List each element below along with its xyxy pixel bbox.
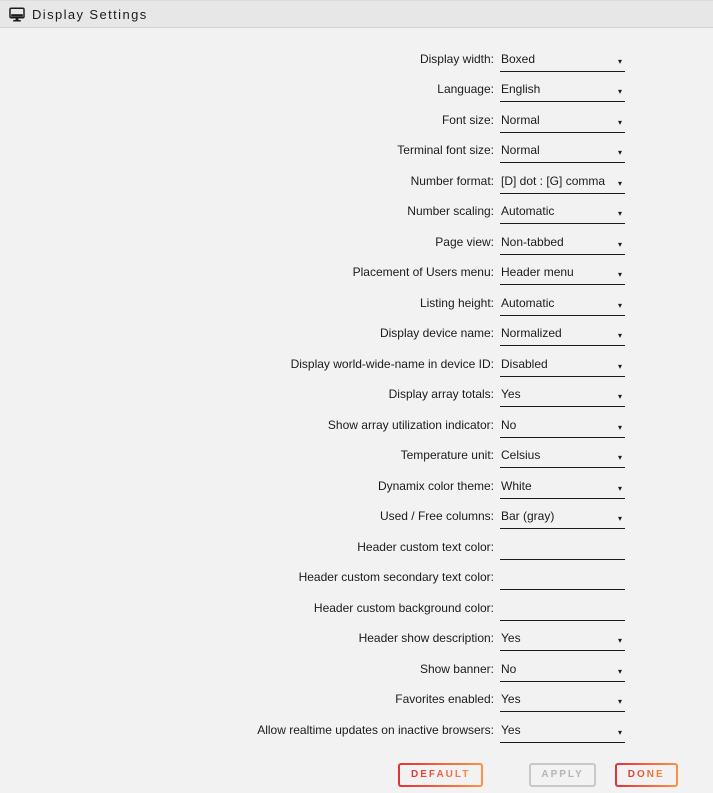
- settings-row: [0, 72, 713, 103]
- dropdown-value: Normalized: [501, 326, 562, 340]
- settings-row: [0, 316, 713, 347]
- label-allow-realtime-updates-on-inactive-browsers: Allow realtime updates on inactive browsers:: [257, 722, 494, 737]
- settings-row: [0, 133, 713, 164]
- label-show-banner: Show banner:: [419, 661, 494, 676]
- label-display-device-name: Display device name:: [379, 326, 494, 340]
- settings-row: [0, 255, 713, 286]
- select-show-banner[interactable]: [500, 662, 625, 682]
- label-placement-of-users-menu: Placement of Users menu:: [352, 265, 494, 279]
- settings-row: [0, 682, 713, 713]
- settings-row: [0, 712, 713, 743]
- select-dynamix-color-theme[interactable]: [500, 479, 625, 499]
- caret-down-icon: ▾: [617, 87, 622, 96]
- select-display-world-wide-name-in-device-id[interactable]: [500, 357, 625, 377]
- settings-row: [0, 590, 713, 621]
- label-favorites-enabled: Favorites enabled:: [395, 692, 494, 706]
- settings-row: [0, 224, 713, 255]
- caret-down-icon: ▾: [617, 422, 622, 432]
- label-header-custom-background-color: Header custom background color:: [313, 600, 494, 615]
- select-display-array-totals[interactable]: [500, 387, 625, 407]
- dropdown-value: Header menu: [501, 265, 574, 279]
- settings-row: [0, 194, 713, 225]
- settings-row: [0, 285, 713, 316]
- dropdown-value: Disabled: [501, 356, 548, 371]
- dropdown-value: Yes: [501, 692, 521, 706]
- select-used-free-columns[interactable]: [500, 509, 625, 529]
- dropdown-value: Automatic: [501, 295, 555, 310]
- settings-row: [0, 163, 713, 194]
- select-favorites-enabled[interactable]: [500, 692, 625, 712]
- select-terminal-font-size[interactable]: [500, 143, 625, 163]
- label-language: Language:: [437, 82, 494, 96]
- settings-row: [0, 499, 713, 530]
- select-language[interactable]: [500, 82, 625, 102]
- dropdown-value: Yes: [501, 631, 521, 645]
- dropdown-value: Automatic: [501, 204, 555, 218]
- caret-down-icon: ▾: [617, 666, 622, 676]
- settings-form: [0, 41, 713, 743]
- dropdown-value: Bar (gray): [501, 509, 555, 523]
- caret-down-icon: ▾: [617, 239, 622, 249]
- caret-down-icon: ▾: [617, 483, 622, 493]
- select-number-format[interactable]: [500, 174, 625, 194]
- caret-down-icon: ▾: [617, 636, 622, 645]
- label-dynamix-color-theme: Dynamix color theme:: [377, 478, 494, 493]
- caret-down-icon: ▾: [617, 56, 622, 66]
- caret-down-icon: ▾: [617, 514, 622, 523]
- apply-button[interactable]: [529, 763, 595, 787]
- dropdown-value: No: [501, 661, 517, 676]
- label-number-format: Number format:: [410, 173, 494, 188]
- action-bar: [0, 763, 713, 787]
- settings-row: [0, 651, 713, 682]
- caret-down-icon: ▾: [617, 697, 622, 706]
- caret-down-icon: ▾: [617, 117, 622, 127]
- default-button[interactable]: [398, 763, 483, 787]
- page-title: Display Settings: [32, 6, 148, 22]
- caret-down-icon: ▾: [617, 331, 622, 340]
- settings-row: [0, 438, 713, 469]
- dropdown-value: Normal: [501, 112, 540, 127]
- settings-row: [0, 560, 713, 591]
- label-header-show-description: Header show description:: [358, 631, 494, 645]
- select-display-width[interactable]: [500, 52, 625, 72]
- settings-row: [0, 377, 713, 408]
- caret-down-icon: ▾: [617, 300, 622, 310]
- select-allow-realtime-updates-on-inactive-browsers[interactable]: [500, 723, 625, 743]
- done-button[interactable]: [615, 763, 678, 787]
- titlebar: [0, 0, 713, 28]
- display-monitor-icon: [9, 7, 25, 22]
- dropdown-value: Celsius: [501, 448, 541, 462]
- select-header-show-description[interactable]: [500, 631, 625, 651]
- input-header-custom-text-color[interactable]: [500, 541, 625, 560]
- input-header-custom-background-color[interactable]: [500, 602, 625, 621]
- label-display-width: Display width:: [419, 51, 494, 66]
- caret-down-icon: ▾: [617, 148, 622, 157]
- settings-row: [0, 346, 713, 377]
- caret-down-icon: ▾: [617, 270, 622, 279]
- select-display-device-name[interactable]: [500, 326, 625, 346]
- label-used-free-columns: Used / Free columns:: [379, 509, 494, 523]
- label-number-scaling: Number scaling:: [407, 204, 494, 218]
- settings-row: [0, 468, 713, 499]
- label-listing-height: Listing height:: [419, 295, 494, 310]
- dropdown-value: [D] dot : [G] comma: [501, 173, 606, 188]
- dropdown-value: No: [501, 417, 517, 432]
- dropdown-value: English: [501, 82, 541, 96]
- dropdown-value: White: [501, 478, 532, 493]
- label-font-size: Font size:: [441, 112, 494, 127]
- select-number-scaling[interactable]: [500, 204, 625, 224]
- settings-row: [0, 102, 713, 133]
- dropdown-value: Non-tabbed: [501, 234, 564, 249]
- input-header-custom-secondary-text-color[interactable]: [500, 571, 625, 590]
- select-temperature-unit[interactable]: [500, 448, 625, 468]
- label-show-array-utilization-indicator: Show array utilization indicator:: [327, 417, 494, 432]
- label-temperature-unit: Temperature unit:: [400, 448, 494, 462]
- label-page-view: Page view:: [435, 234, 494, 249]
- caret-down-icon: ▾: [617, 178, 622, 188]
- label-display-array-totals: Display array totals:: [388, 387, 494, 401]
- default-button-label: DEFAULT: [411, 769, 471, 780]
- settings-row: [0, 41, 713, 72]
- label-terminal-font-size: Terminal font size:: [397, 143, 494, 157]
- select-placement-of-users-menu[interactable]: [500, 265, 625, 285]
- dropdown-value: Normal: [501, 143, 540, 157]
- select-listing-height[interactable]: [500, 296, 625, 316]
- caret-down-icon: ▾: [617, 361, 622, 371]
- dropdown-value: Yes: [501, 387, 521, 401]
- label-header-custom-secondary-text-color: Header custom secondary text color:: [298, 570, 494, 584]
- select-page-view[interactable]: [500, 235, 625, 255]
- settings-row: [0, 621, 713, 652]
- caret-down-icon: ▾: [617, 209, 622, 218]
- caret-down-icon: ▾: [617, 453, 622, 462]
- dropdown-value: Yes: [501, 722, 521, 737]
- settings-row: [0, 407, 713, 438]
- select-show-array-utilization-indicator[interactable]: [500, 418, 625, 438]
- done-button-label: DONE: [627, 769, 665, 780]
- label-header-custom-text-color: Header custom text color:: [357, 539, 494, 554]
- apply-button-label: APPLY: [541, 769, 584, 780]
- caret-down-icon: ▾: [617, 727, 622, 737]
- dropdown-value: Boxed: [501, 51, 536, 66]
- label-display-world-wide-name-in-device-id: Display world-wide-name in device ID:: [290, 356, 494, 371]
- caret-down-icon: ▾: [617, 392, 622, 401]
- settings-row: [0, 529, 713, 560]
- select-font-size[interactable]: [500, 113, 625, 133]
